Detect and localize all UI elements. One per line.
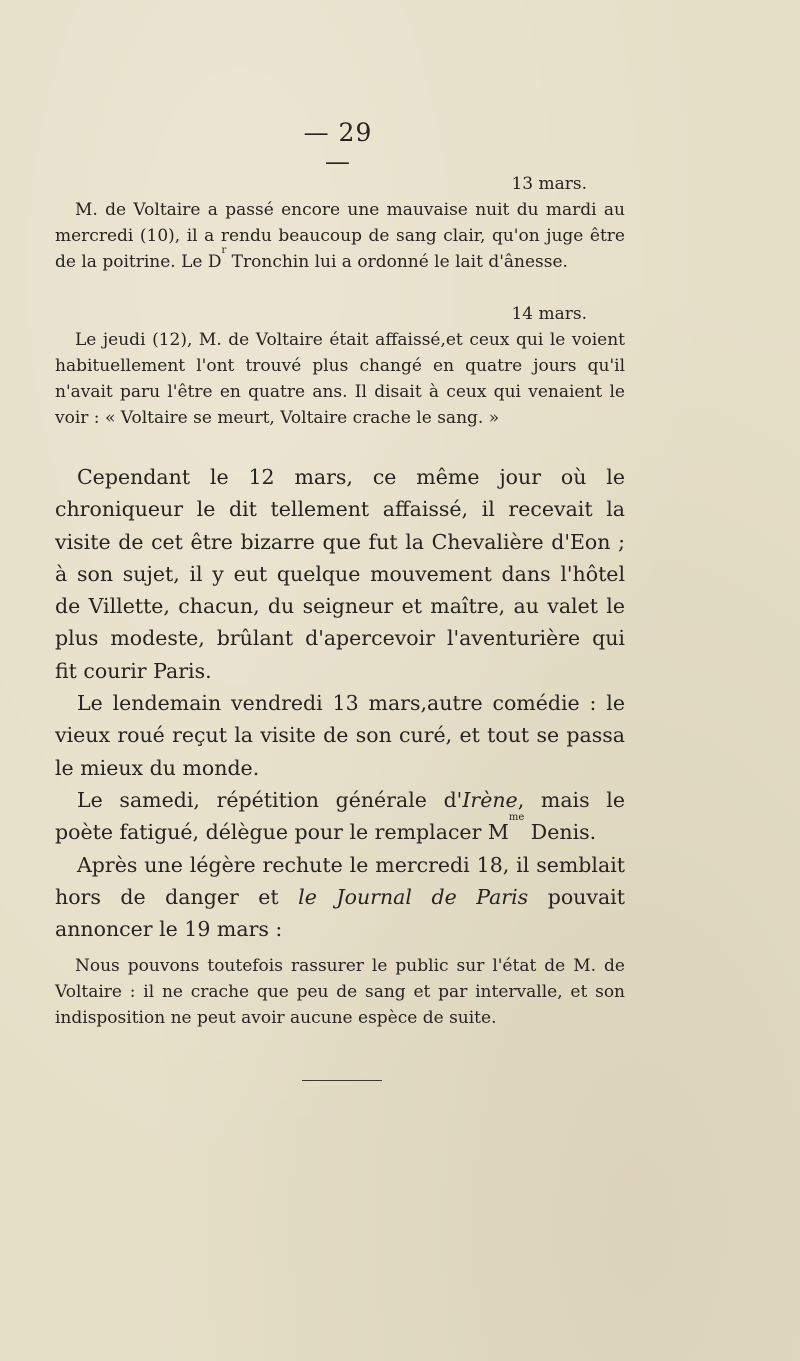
narrative-text [55, 461, 625, 945]
title-superscript: me [508, 812, 525, 824]
quote-text: Nous pouvons toutefois rassurer le public sur l'état de M. de Voltaire : il ne crache que peu de sang et par intervalle, et son indisposition ne peut avoir aucune espèce de suite. [55, 956, 625, 1028]
journal-entry-14-mars [55, 301, 625, 431]
entry-text-superscript: r [221, 245, 227, 256]
entry-date: 13 mars. [511, 174, 587, 194]
paragraph-4-end: pouvait annoncer le 19 mars : [55, 884, 625, 942]
entry-text [55, 197, 625, 275]
paragraph-2: Le lendemain vendredi 13 mars,autre comédie : le vieux roué reçut la visite de son curé, et tout se passa le mieux du monde. [55, 691, 625, 780]
paragraph-1: Cependant le 12 mars, ce même jour où le chroniqueur le dit tellement affaissé, il recevait la visite de cet être bizarre que fut la Chevalière d'Eon ; à son sujet, il y eut quelque mouvement dans l'hôtel de Villette, chacun, du seigneur et maître, au valet le plus modeste, brûlant d'apercevoir l'aventurière qui fit courir Paris. [55, 465, 625, 683]
play-title: Irène [462, 787, 518, 812]
paragraph-3-start: Le samedi, répétition générale d' [77, 787, 463, 812]
journal-entry-13-mars [55, 171, 625, 275]
entry-date: 14 mars. [511, 304, 587, 324]
newspaper-title: le Journal de Paris [298, 884, 529, 909]
entry-text-end: Tronchin lui a ordonné le lait d'ânesse. [226, 252, 568, 272]
paragraph-3-middle: , mais le poète fatigué, délègue pour le remplacer M [55, 787, 625, 845]
journal-quote [55, 953, 625, 1031]
section-divider [302, 1080, 382, 1081]
page-number: — 29 — [303, 118, 373, 176]
paragraph-3 [55, 784, 625, 849]
entry-text-body: M. de Voltaire a passé encore une mauvaise nuit du mardi au mercredi (10), il a rendu beaucoup de sang clair, qu'on juge être de la poitrine. Le D [55, 200, 625, 272]
paragraph-4 [55, 849, 625, 946]
entry-text-body: Le jeudi (12), M. de Voltaire était affaissé,et ceux qui le voient habituellement l'ont trouvé plus changé en quatre jours qu'il n'avait paru l'être en quatre ans. Il disait à ceux qui venaient le voir : « Voltaire se meurt, Voltaire crache le sang. » [55, 330, 625, 428]
paragraph-3-end: Denis. [524, 820, 597, 845]
entry-text [55, 327, 625, 431]
paragraph-4-start: Après une légère rechute le mercredi 18, il semblait hors de danger et [55, 852, 625, 909]
